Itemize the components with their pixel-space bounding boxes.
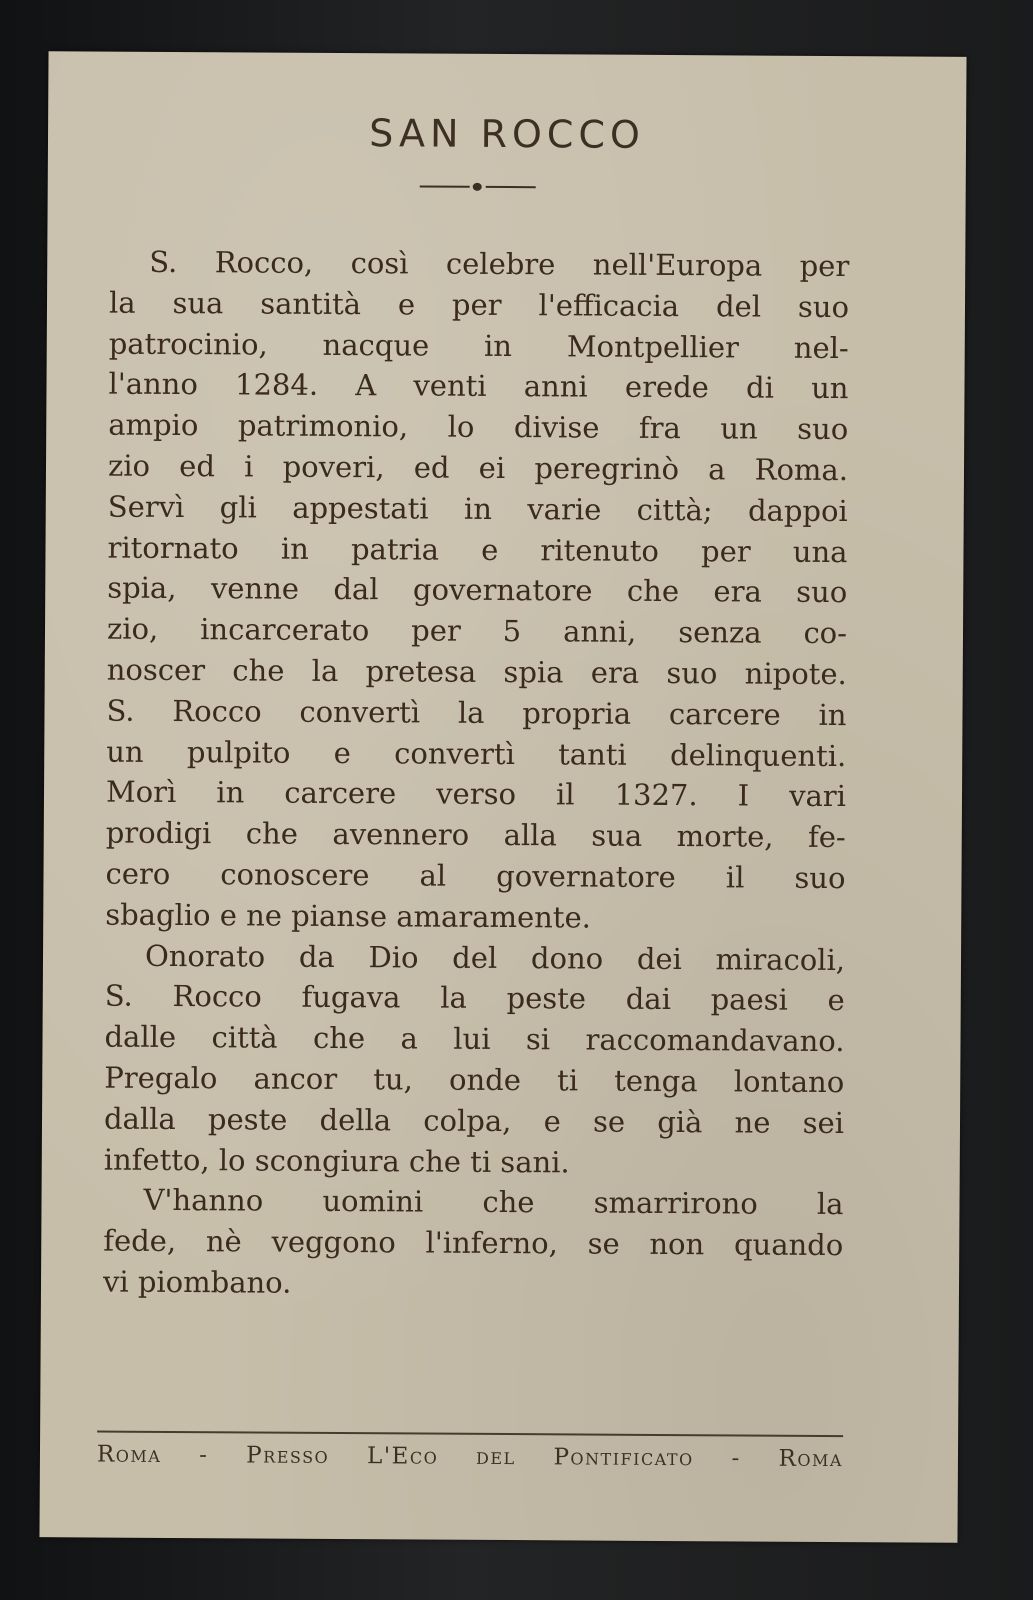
text-line: V'hanno uomini che smarrirono la	[143, 1183, 844, 1222]
text-line: zio, incarcerato per 5 anni, senza co-	[106, 611, 848, 651]
text-line: ritornato in patria e ritenuto per una	[107, 530, 848, 569]
text-line: la sua santità e per l'efficacia del suo	[108, 285, 850, 324]
text-line: zio ed i poveri, ed ei peregrinò a Roma.	[107, 448, 849, 488]
ornament-dot	[473, 183, 482, 191]
text-line: S. Rocco, così celebre nell'Europa per	[149, 244, 850, 284]
text-line: Servì gli appestati in varie città; dappoi	[107, 489, 848, 528]
text-line: noscer che la pretesa spia era suo nipote.	[106, 652, 847, 692]
card-title: SAN ROCCO	[369, 111, 645, 157]
text-line: ampio patrimonio, lo divise fra un suo	[108, 407, 849, 447]
text-line: prodigi che avennero alla sua morte, fe-	[105, 815, 846, 855]
card-text	[103, 242, 849, 1307]
text-line: patrocinio, nacque in Montpellier nel-	[108, 326, 849, 365]
text-line: Onorato da Dio del dono dei miracoli,	[144, 938, 846, 977]
text-line: spia, venne dal governatore che era suo	[107, 570, 848, 610]
text-line: S. Rocco fugava la peste dai paesi e	[104, 978, 845, 1018]
text-line: infetto, lo scongiura che ti sani.	[103, 1142, 570, 1179]
ornament-right-rule	[486, 186, 536, 188]
text-line: Morì in carcere verso il 1327. I vari	[105, 774, 847, 814]
holy-card-back	[39, 51, 966, 1543]
text-line: cero conoscere al governatore il suo	[105, 856, 846, 896]
text-line: S. Rocco convertì la propria carcere in	[106, 693, 847, 732]
publisher-footer: Roma - Presso L'Eco del Pontificato - Roma	[96, 1441, 844, 1473]
text-line: dalle città che a lui si raccomandavano.	[104, 1019, 845, 1059]
text-line: vi piombano.	[102, 1264, 292, 1300]
text-line: sbaglio e ne pianse amaramente.	[105, 897, 592, 935]
ornament-divider-icon	[420, 182, 536, 191]
text-line: un pulpito e convertì tanti delinquenti.	[106, 734, 847, 773]
ornament-left-rule	[420, 185, 470, 187]
text-line: l'anno 1284. A venti anni erede di un	[108, 366, 849, 406]
text-line: fede, nè veggono l'inferno, se non quando	[103, 1223, 844, 1263]
footer-rule	[97, 1431, 843, 1438]
text-line: Pregalo ancor tu, onde ti tenga lontano	[104, 1060, 845, 1100]
text-line: dalla peste della colpa, e se già ne sei	[103, 1101, 845, 1140]
